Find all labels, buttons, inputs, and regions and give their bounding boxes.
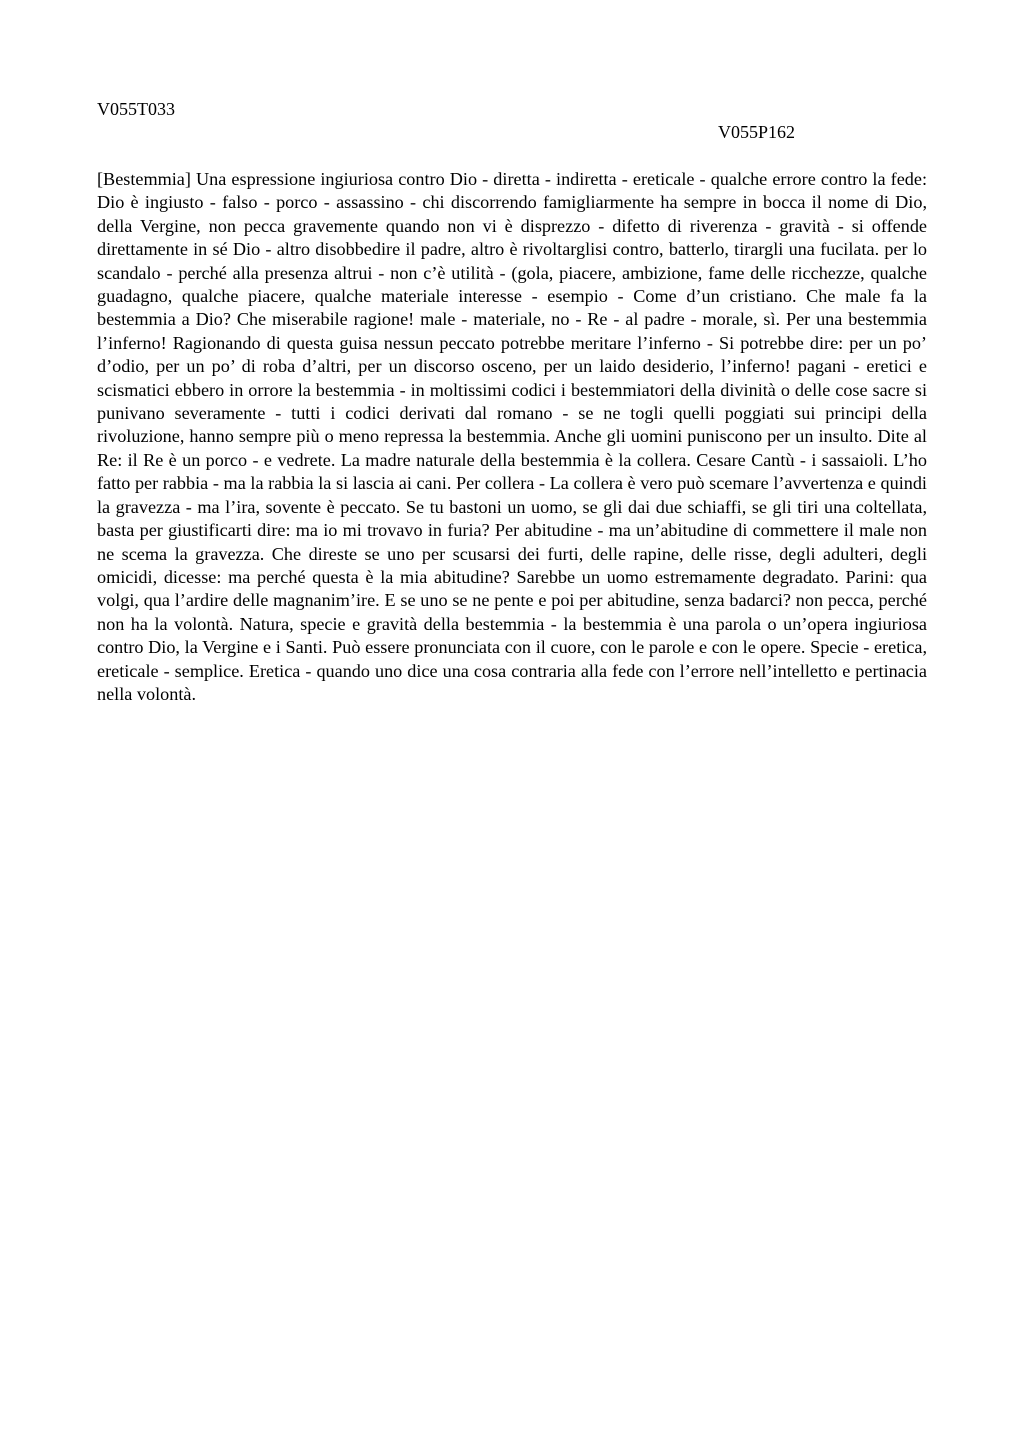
- page-id: V055P162: [717, 122, 795, 142]
- body-text: [Bestemmia] Una espressione ingiuriosa contro Dio - diretta - indiretta - ereticale - qualche errore contro la fede: Dio è ingiusto - falso - porco - assassino - chi discorrendo famigliarmente ha sempre in bocca il nome di Dio, della Vergine, non pecca gravemente quando non vi è disprezzo - difetto di riverenza - gravità - si offende direttamente in sé Dio - altro disobbedire il padre, altro è rivoltarglisi contro, batterlo, tirargli una fucilata. per lo scandalo - perché alla presenza altrui - non c’è utilità - (gola, piacere, ambizione, fame delle ricchezze, qualche guadagno, qualche piacere, qualche materiale interesse - esempio - Come d’un cristiano. Che male fa la bestemmia a Dio? Che miserabile ragione! male - materiale, no - Re - al padre - morale, sì. Per una bestemmia l’inferno! Ragionando di questa guisa nessun peccato potrebbe meritare l’inferno - Si potrebbe dire: per un po’ d’odio, per un po’ di roba d’altri, per un discorso osceno, per un laido desiderio, l’inferno! pagani - eretici e scismatici ebbero in orrore la bestemmia - in moltissimi codici i bestemmiatori della divinità o delle cose sacre si punivano severamente - tutti i codici derivati dal romano - se ne togli quelli poggiati sui principi della rivoluzione, hanno sempre più o meno repressa la bestemmia. Anche gli uomini puniscono per un insulto. Dite al Re: il Re è un porco - e vedrete. La madre naturale della bestemmia è la collera. Cesare Cantù - i sassaioli. L’ho fatto per rabbia - ma la rabbia la si lascia ai cani. Per collera - La collera è vero può scemare l’avvertenza e quindi la gravezza - ma l’ira, sovente è peccato. Se tu bastoni un uomo, se gli dai due schiaffi, se gli tiri una coltellata, basta per giustificarti dire: ma io mi trovavo in furia? Per abitudine - ma un’abitudine di commettere il male non ne scema la gravezza. Che direste se uno per scusarsi dei furti, delle rapine, delle risse, degli adulteri, degli omicidi, dicesse: ma perché questa è la mia abitudine? Sarebbe un uomo estremamente degradato. Parini: qua volgi, qua l’ardire delle magnanim’ire. E se uno se ne pente e poi per abitudine, senza badarci? non pecca, perché non ha la volontà. Natura, specie e gravità della bestemmia - la bestemmia è una parola o un’opera ingiuriosa contro Dio, la Vergine e i Santi. Può essere pronunciata con il cuore, con le parole e con le opere. Specie - eretica, ereticale - semplice. Eretica - quando uno dice una cosa contraria alla fede con l’errore nell’intelletto e pertinacia nella volontà.: [97, 169, 927, 704]
- document-id: V055T033: [97, 99, 175, 119]
